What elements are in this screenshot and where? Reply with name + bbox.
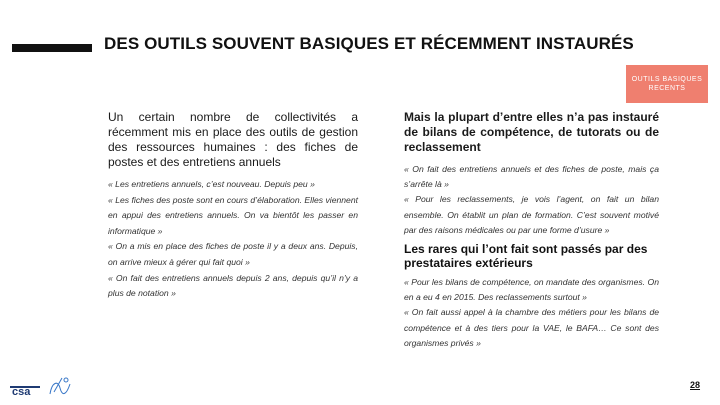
section-tag-line-1: OUTILS BASIQUES xyxy=(631,76,703,83)
left-quote: « On fait des entretiens annuels depuis 2 ans, depuis qu’il n’y a plus de notation » xyxy=(108,272,358,299)
section-tag-line-2: RECENTS xyxy=(648,85,686,92)
page-number: 28 xyxy=(690,380,701,390)
left-quote: « On a mis en place des fiches de poste il y a deux ans. Depuis, on arrive mieux à gérer qui fait quoi » xyxy=(108,241,358,267)
section-tag xyxy=(626,65,708,103)
right-quote: « On fait des entretiens annuels et des fiches de poste, mais ça s’arrête là » xyxy=(404,164,659,190)
left-quote: « Les fiches des poste sont en cours d’élaboration. Elles viennent en appui des entretiens annuels. On va bientôt les passer en informatique » xyxy=(108,194,358,236)
right-lead-paragraph: Mais la plupart d’entre elles n’a pas instauré de bilans de compétence, de tutorats ou de reclassement xyxy=(404,110,659,154)
csa-logo-text: csa xyxy=(12,386,31,398)
right-quote: « Pour les bilans de compétence, on mandate des organismes. On en a eu 4 en 2015. Des reclassements surtout » xyxy=(404,277,659,303)
right-subheading: Les rares qui l’ont fait sont passés par des prestataires extérieurs xyxy=(404,242,648,271)
partner-logo xyxy=(50,378,70,394)
footer-logos xyxy=(10,374,80,398)
csa-logo xyxy=(10,374,80,398)
right-column xyxy=(404,110,659,351)
left-quote: « Les entretiens annuels, c’est nouveau. Depuis peu » xyxy=(108,179,315,189)
right-quote: « On fait aussi appel à la chambre des métiers pour les bilans de compétence et à des tiers pour la VAE, le BAFA… Ce sont des organismes privés » xyxy=(404,307,659,348)
page-title: DES OUTILS SOUVENT BASIQUES ET RÉCEMMENT INSTAURÉS xyxy=(104,34,634,53)
title-accent-bar xyxy=(12,44,92,52)
left-column xyxy=(108,110,358,302)
right-quote: « Pour les reclassements, je vois l’agent, on fait un bilan ensemble. On établit un plan de formation. C’est souvent motivé par des raisons médicales ou par une forme d’usure » xyxy=(404,194,659,235)
left-lead-paragraph: Un certain nombre de collectivités a récemment mis en place des outils de gestion des ressources humaines : des fiches de postes et des entretiens annuels xyxy=(108,110,358,169)
